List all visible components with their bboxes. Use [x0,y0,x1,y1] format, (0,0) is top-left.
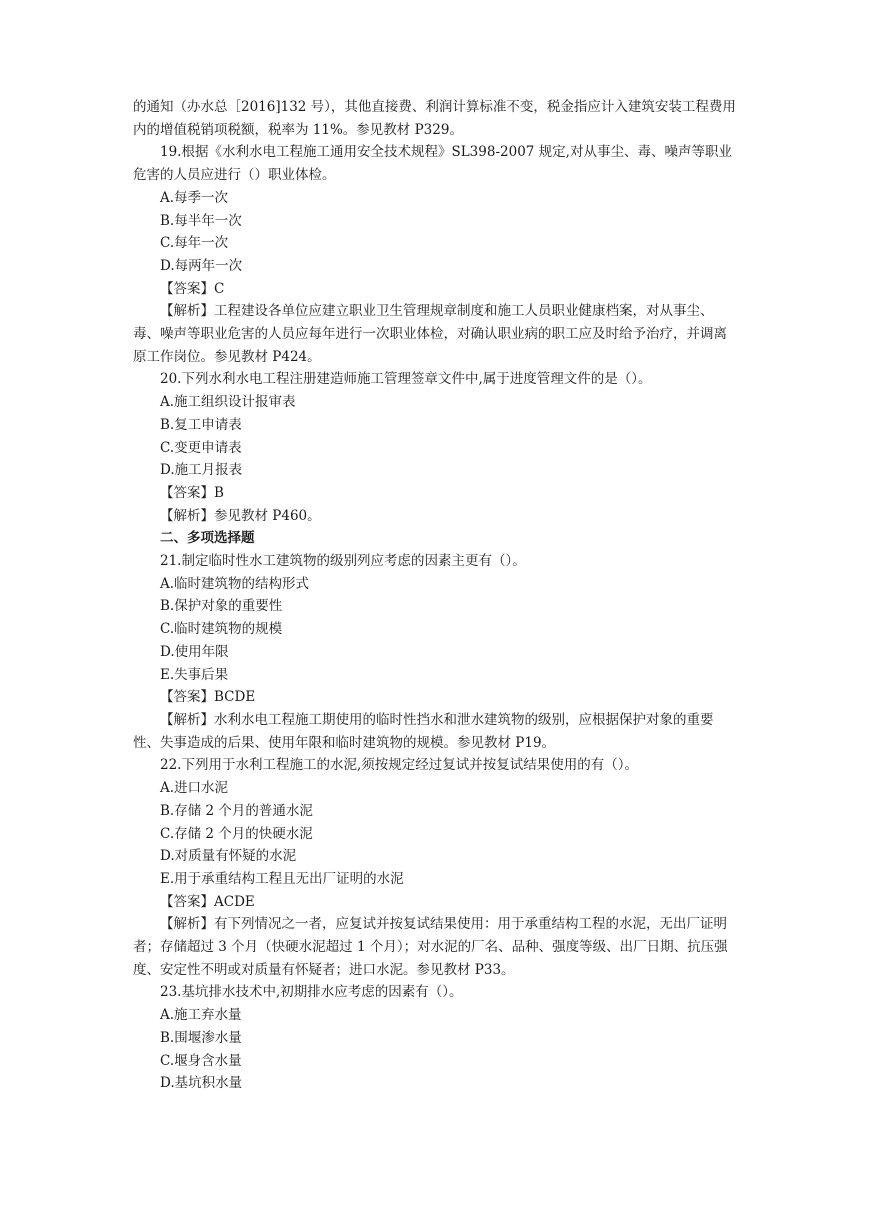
q21-option-a: A.临时建筑物的结构形式 [160,575,310,592]
q19-option-c: C.每年一次 [160,235,229,252]
question-20: 20.下列水利水电工程注册建造师施工管理签章文件中,属于进度管理文件的是（）。 [160,371,652,388]
q22-option-b: B.存储 2 个月的普通水泥 [160,802,313,819]
q20-option-c: C.变更申请表 [160,439,242,456]
q20-option-d: D.施工月报表 [160,462,243,479]
q20-option-b: B.复工申请表 [160,416,242,433]
q22-option-d: D.对质量有怀疑的水泥 [160,848,297,865]
q23-option-b: B.围堰渗水量 [160,1029,242,1046]
q23-option-a: A.施工弃水量 [160,1007,242,1024]
q21-answer: 【答案】BCDE [160,689,256,706]
q23-option-d: D.基坑积水量 [160,1075,243,1092]
q21-explanation: 【解析】水利水电工程施工期使用的临时性挡水和泄水建筑物的级别，应根据保护对象的重要性、失事造成的后果、使用年限和临时建筑物的规模。参见教材 P19。 [133,711,714,751]
document-page [133,96,737,1095]
q19-option-a: A.每季一次 [160,189,229,206]
q19-option-d: D.每两年一次 [160,257,243,274]
q22-answer: 【答案】ACDE [160,893,255,910]
q19-option-b: B.每半年一次 [160,212,242,229]
q21-option-e: E.失事后果 [160,666,229,683]
paragraph-continuation: 的通知（办水总［2016]132 号），其他直接费、利润计算标准不变，税金指应计入建筑安装工程费用内的增值税销项税额，税率为 11%。参见教材 P329。 [133,99,736,138]
q22-option-a: A.进口水泥 [160,780,229,797]
q19-answer: 【答案】C [160,280,225,297]
question-21: 21.制定临时性水工建筑物的级别列应考虑的因素主更有（）。 [160,553,526,570]
q22-explanation: 【解析】有下列情况之一者，应复试并按复试结果使用：用于承重结构工程的水泥，无出厂证明者；存储超过 3 个月（快硬水泥超过 1 个月）；对水泥的厂名、品种、强度等级、出厂日期、抗压强度、安定性不明或对质量有怀疑者；进口水泥。参见教材 P33。 [133,916,728,978]
question-19: 19.根据《水利水电工程施工通用安全技术规程》SL398-2007 规定,对从事尘、毒、噪声等职业危害的人员应进行（）职业体检。 [133,144,732,184]
q20-explanation: 【解析】参见教材 P460。 [160,507,321,524]
q22-option-e: E.用于承重结构工程且无出厂证明的水泥 [160,870,404,887]
q22-option-c: C.存储 2 个月的快硬水泥 [160,825,313,842]
question-23: 23.基坑排水技术中,初期排水应考虑的因素有（）。 [160,984,463,1001]
q20-answer: 【答案】B [160,484,224,501]
question-22: 22.下列用于水利工程施工的水泥,须按规定经过复试并按复试结果使用的有（）。 [160,757,639,774]
q20-option-a: A.施工组织设计报审表 [160,394,296,411]
q21-option-d: D.使用年限 [160,643,229,660]
q21-option-c: C.临时建筑物的规模 [160,621,283,638]
q19-explanation: 【解析】工程建设各单位应建立职业卫生管理规章制度和施工人员职业健康档案，对从事尘、毒、噪声等职业危害的人员应每年进行一次职业体检，对确认职业病的职工应及时给予治疗，并调离原工作岗位。参见教材 P424。 [133,303,727,365]
section-heading: 二、多项选择题 [160,530,255,547]
q23-option-c: C.堰身含水量 [160,1052,242,1069]
q21-option-b: B.保护对象的重要性 [160,598,283,615]
